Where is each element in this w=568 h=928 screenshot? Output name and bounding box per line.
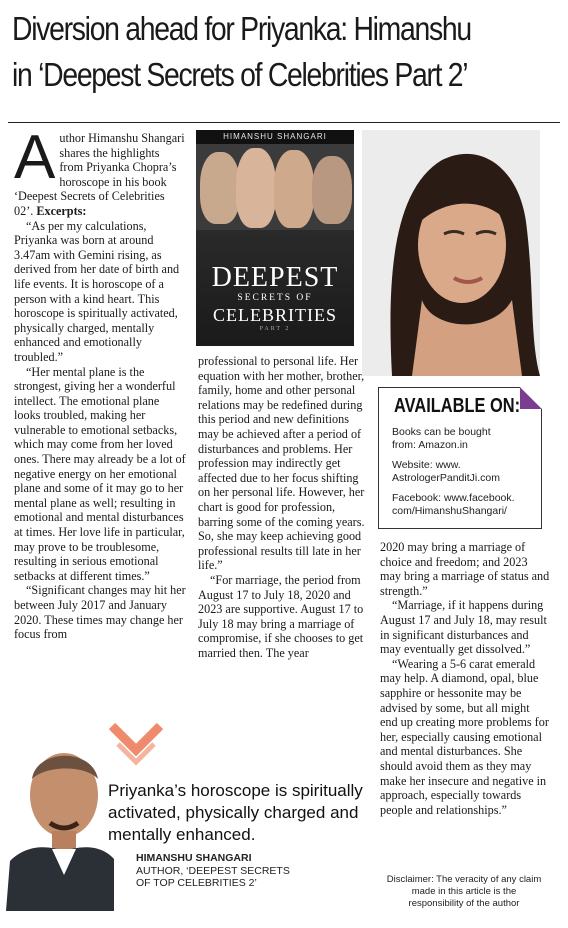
cover-face-4 xyxy=(312,156,352,224)
intro-text: uthor Himanshu Shangari shares the highlights from Priyanka Chopra’s horoscope in his book ‘Deepest Secrets of Celebrities 02’. xyxy=(14,131,185,218)
col3-paragraph-2: “Marriage, if it happens during August 17 and July 18, may result in significant disturbances and may eventually get dissolved.” xyxy=(380,598,547,657)
book-cover-image xyxy=(196,130,354,346)
available-line: AstrologerPanditJi.com xyxy=(392,471,500,484)
credit-role-2: OF TOP CELEBRITIES 2’ xyxy=(136,877,257,889)
chevron-down-icon xyxy=(108,722,164,768)
pull-quote: Priyanka’s horoscope is spiritually activated, physically charged and mentally enhanced. xyxy=(108,781,363,844)
quote-credit xyxy=(136,852,336,890)
col2-paragraph-2: “For marriage, the period from August 17 to July 18, 2020 and 2023 are supportive. August 17 to July 18 may bring a marriage of compromise, if she chooses to get married then. The year xyxy=(198,572,364,660)
disclaimer: Disclaimer: The veracity of any claim made in this article is the responsibility of the author xyxy=(386,874,542,909)
book-author: HIMANSHU SHANGARI xyxy=(196,130,354,144)
excerpts-label: Excerpts: xyxy=(36,203,87,218)
available-on-details xyxy=(392,426,536,517)
credit-name: HIMANSHU SHANGARI xyxy=(136,852,252,864)
col3-paragraph-3: “Wearing a 5-6 carat emerald may help. A diamond, opal, blue sapphire or hessonite may be advised by some, but all might end up creating more problems for her, especially causing emotional and mental disturbances. She should avoid them as they may make her insecure and negative in approach, especially towards people and relationships.” xyxy=(380,656,549,817)
box-corner-fold xyxy=(520,387,542,409)
available-line: com/HimanshuShangari/ xyxy=(392,504,507,517)
headline-line-1: Diversion ahead for Priyanka: Himanshu xyxy=(12,10,471,47)
dropcap: A xyxy=(14,123,56,192)
available-on-title: AVAILABLE ON: xyxy=(394,395,521,417)
available-line: Website: www. xyxy=(392,459,461,471)
portrait-illustration xyxy=(362,130,540,376)
credit-role-1: AUTHOR, ‘DEEPEST SECRETS xyxy=(136,864,290,877)
book-title-big: DEEPEST xyxy=(211,262,339,293)
column-2 xyxy=(198,354,370,660)
headline-rule xyxy=(8,122,560,123)
book-title-small: SECRETS OF xyxy=(237,293,313,303)
available-line: Facebook: www.facebook. xyxy=(392,492,515,504)
col3-paragraph-1: 2020 may bring a marriage of choice and freedom; and 2023 may bring a marriage of status and strength.” xyxy=(380,540,550,598)
book-title-bottom: CELEBRITIES xyxy=(213,305,337,325)
portrait-photo xyxy=(362,130,540,376)
cover-face-2 xyxy=(236,148,276,228)
available-line: from: Amazon.in xyxy=(392,438,468,451)
available-line: Books can be bought xyxy=(392,426,491,438)
book-part: PART 2 xyxy=(259,326,291,332)
col1-paragraph-3: “Significant changes may hit her between July 2017 and January 2020. These times may change her focus from xyxy=(14,583,186,642)
cover-face-1 xyxy=(200,152,240,224)
col2-paragraph-1: professional to personal life. Her equation with her mother, brother, family, home and other personal relations may be redefined during this period and new definitions may be achieved after a period of disturbances and problems. Her profession may indirectly get affected due to her focus shifting on her personal life. However, her chart is good for profession, barring some of the coming years. So, she may keep achieving good professional results till late in her life.” xyxy=(198,354,365,573)
author-photo xyxy=(6,735,114,911)
column-3 xyxy=(380,540,550,817)
cover-face-3 xyxy=(274,150,314,228)
col1-paragraph-2: “Her mental plane is the strongest, giving her a wonderful intellect. The emotional plane looks troubled, making her vulnerable to emotional setbacks, which may come from her loved ones. There may already be a lot of negative energy on her emotional plane and some of it may go to her mental plane as well; resulting in emotional and mental disturbances at times. Her love life in particular, may prove to be troublesome, resulting in serious emotional setbacks at different times.” xyxy=(14,364,186,583)
headline-line-2: in ‘Deepest Secrets of Celebrities Part 2’ xyxy=(12,56,468,93)
column-1 xyxy=(14,123,186,642)
col1-paragraph-1: “As per my calculations, Priyanka was born at around 3.47am with Gemini rising, as derived from her date of birth and life events. It is horoscope of a person with a kind heart. This horoscope is spiritually activated, physically charged, mentally enhanced and emotionally troubled.” xyxy=(14,218,180,364)
headline xyxy=(12,6,483,98)
